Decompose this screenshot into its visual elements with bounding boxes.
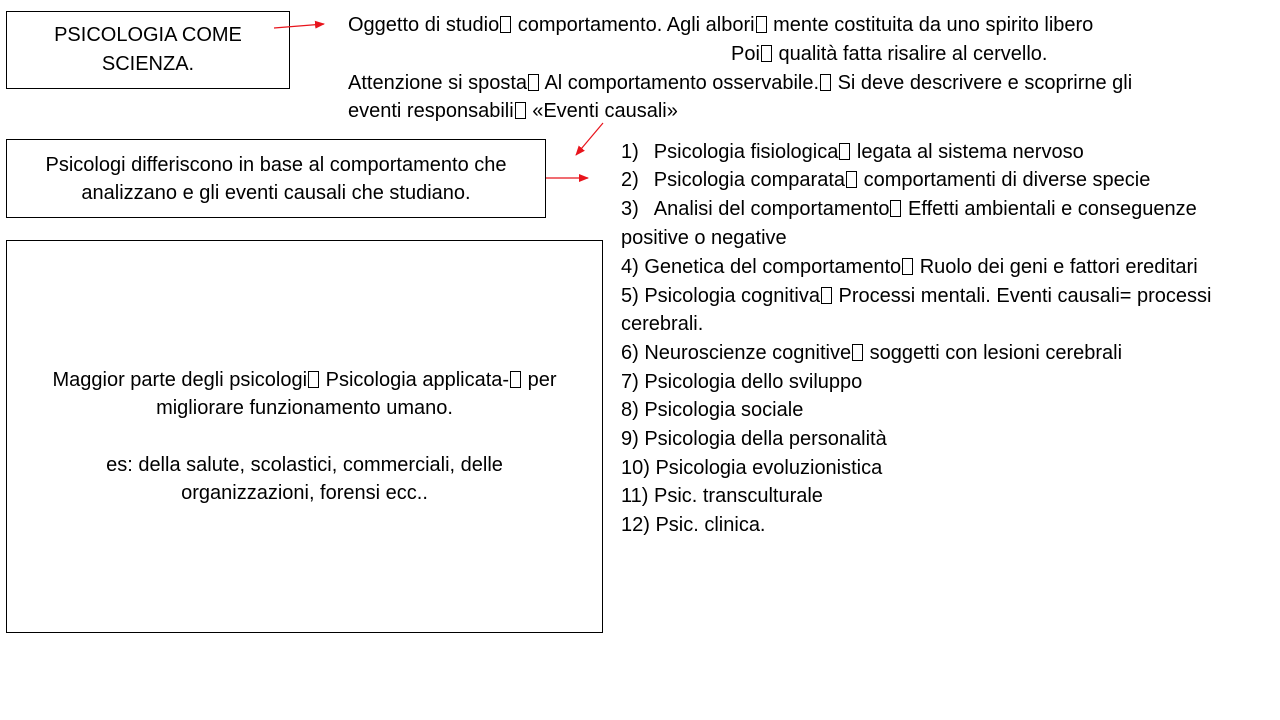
list-item: 2) Psicologia comparata comportamenti di diverse specie xyxy=(621,169,1151,191)
applicata-line-4: organizzazioni, forensi ecc.. xyxy=(181,482,428,504)
psicologi-line-2: analizzano e gli eventi causali che studiano. xyxy=(81,181,471,204)
title-line-1: PSICOLOGIA COME xyxy=(54,24,242,46)
intro-line-2: Poi qualità fatta risalire al cervello. xyxy=(731,43,1048,65)
list-item: 12) Psic. clinica. xyxy=(621,514,766,536)
list-item: 3) Analisi del comportamento Effetti ambientali e conseguenze xyxy=(621,198,1197,220)
applicata-line-3: es: della salute, scolastici, commerciali, delle xyxy=(106,453,503,476)
intro-line-3: Attenzione si sposta Al comportamento osservabile. Si deve descrivere e scoprirne gli xyxy=(348,72,1133,94)
intro-line-1: Oggetto di studio comportamento. Agli albori mente costituita da uno spirito libero xyxy=(348,14,1094,36)
list-item-continuation: positive o negative xyxy=(621,227,787,249)
list-item: 4) Genetica del comportamento Ruolo dei geni e fattori ereditari xyxy=(621,256,1198,278)
title-line-2: SCIENZA. xyxy=(101,53,195,75)
applicata-line-2: migliorare funzionamento umano. xyxy=(156,397,453,419)
psicologi-line-1: Psicologi differiscono in base al comportamento che xyxy=(45,153,507,176)
list-item: 7) Psicologia dello sviluppo xyxy=(621,371,863,393)
list-item: 9) Psicologia della personalità xyxy=(621,428,887,450)
intro-line-4: eventi responsabili «Eventi causali» xyxy=(348,100,678,122)
list-item-continuation: cerebrali. xyxy=(621,313,704,335)
list-item: 11) Psic. transculturale xyxy=(621,485,823,507)
list-item: 6) Neuroscienze cognitive soggetti con lesioni cerebrali xyxy=(621,342,1123,364)
list-item: 1) Psicologia fisiologica legata al sistema nervoso xyxy=(621,141,1084,163)
applicata-line-1: Maggior parte degli psicologi Psicologia applicata- per xyxy=(52,368,557,391)
list-item: 5) Psicologia cognitiva Processi mentali. Eventi causali= processi xyxy=(621,285,1212,307)
arrow-title-to-intro xyxy=(274,24,324,28)
arrow-events-to-list xyxy=(576,123,603,155)
list-item: 10) Psicologia evoluzionistica xyxy=(621,457,883,479)
list-item: 8) Psicologia sociale xyxy=(621,399,804,421)
